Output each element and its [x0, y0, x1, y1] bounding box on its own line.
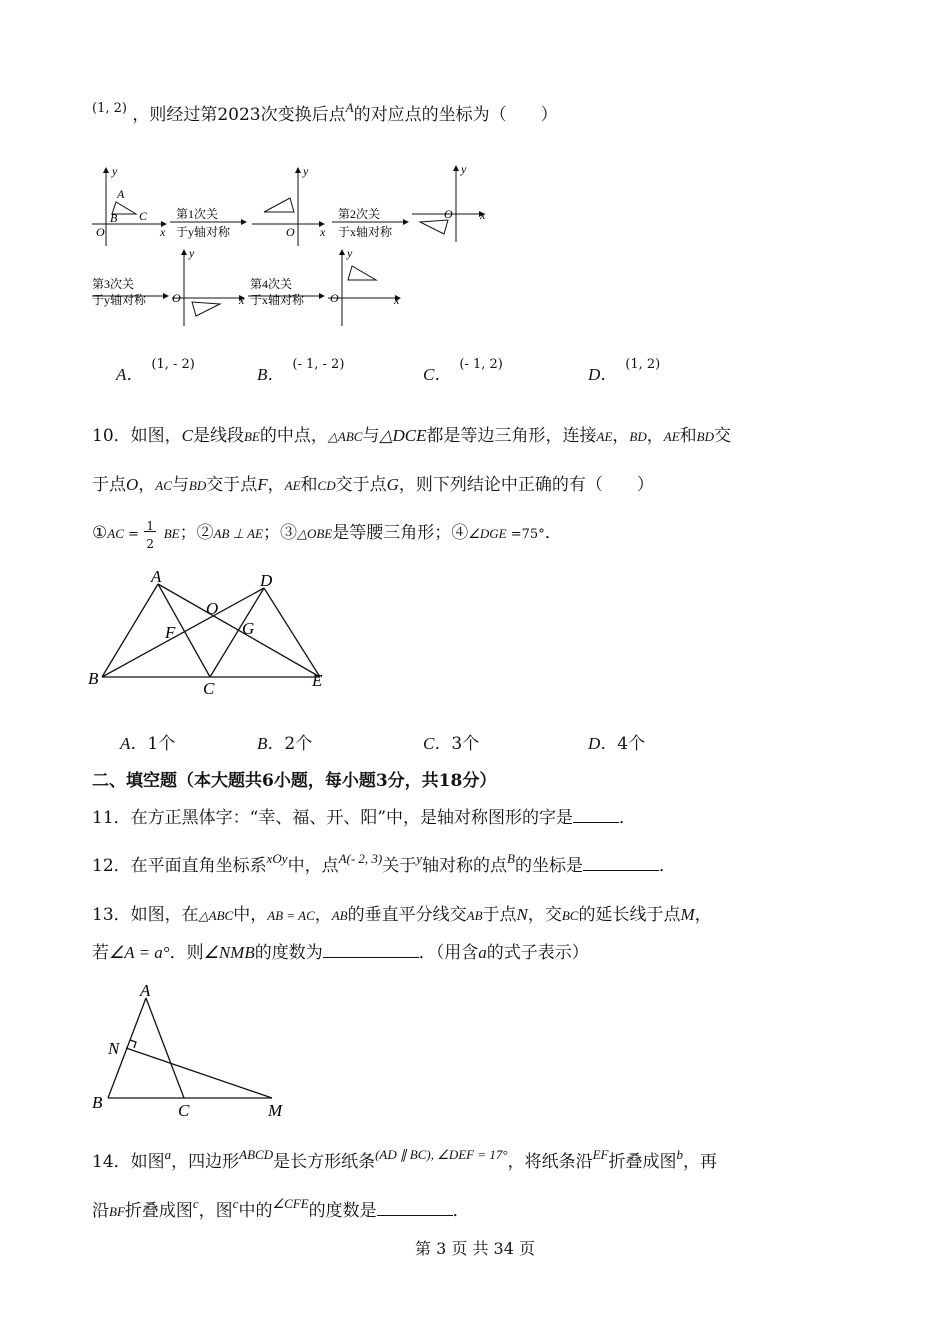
right-angle-mark — [130, 1040, 136, 1048]
svg-text:于y轴对称: 于y轴对称 — [92, 293, 147, 307]
svg-text:x: x — [160, 225, 166, 239]
svg-text:x: x — [394, 293, 400, 307]
svg-text:B: B — [110, 211, 118, 225]
q13-line2: 若∠A = a°．则∠NMB的度数为 ．（用含a的式子表示） — [92, 943, 589, 963]
svg-text:E: E — [312, 671, 323, 690]
triangle-step4 — [348, 266, 376, 280]
svg-text:x: x — [320, 225, 326, 239]
svg-text:O: O — [444, 207, 453, 221]
q10-line1: 10．如图，C是线段BE的中点，△ABC与△DCE都是等边三角形，连接AE，BD，AE和BD交 — [92, 426, 731, 446]
svg-text:C: C — [203, 679, 215, 696]
q9-transform-diagram — [88, 158, 508, 338]
svg-text:第4次关: 第4次关 — [250, 277, 293, 291]
page-footer: 第 3 页 共 34 页 — [415, 1239, 535, 1258]
svg-text:于x轴对称: 于x轴对称 — [338, 225, 393, 239]
svg-text:O: O — [330, 291, 339, 305]
svg-text:F: F — [165, 623, 176, 642]
svg-text:O: O — [96, 225, 105, 239]
svg-text:y: y — [461, 162, 467, 176]
svg-text:O: O — [172, 291, 181, 305]
svg-text:第3次关: 第3次关 — [92, 277, 135, 291]
svg-text:B: B — [88, 669, 99, 688]
svg-text:A: A — [117, 187, 125, 201]
q14-line1: 14．如图$^a$，四边形$^{ABCD}$是长方形纸条$^{(AD \parallel BC), \angle DEF = 17^\circ}$，将纸条沿$^{EF}$折叠成图$^b$，再 — [92, 1147, 717, 1172]
q10-option-d[interactable]: D．4个 — [588, 734, 646, 754]
q13-answer-blank[interactable] — [323, 941, 419, 958]
svg-text:G: G — [242, 619, 255, 638]
svg-text:y: y — [347, 246, 353, 260]
svg-text:O: O — [206, 599, 219, 618]
q13-line1: 13．如图，在△ABC中，AB = AC，AB的垂直平分线交AB于点N，交BC的延长线于点M， — [92, 905, 712, 925]
svg-text:x: x — [480, 208, 486, 222]
segment-ac — [146, 998, 184, 1098]
q14-answer-blank[interactable] — [377, 1199, 453, 1216]
svg-text:C: C — [139, 209, 148, 223]
q9-option-d[interactable]: D．$^{(1, 2)}$ — [588, 357, 661, 384]
q12: 12．在平面直角坐标系$^{xOy}$中，点$^{A(- 2, 3)}$关于$^y$轴对称的点$^B$的坐标是 ． — [92, 851, 676, 876]
q10-option-a[interactable]: A．1个 — [120, 734, 176, 754]
svg-text:M: M — [268, 1101, 283, 1118]
svg-text:N: N — [108, 1039, 120, 1058]
segment-nm — [126, 1048, 272, 1098]
segment-bd — [102, 588, 264, 677]
svg-text:D: D — [260, 571, 273, 590]
q10-option-b[interactable]: B．2个 — [257, 734, 313, 754]
triangle-step3 — [192, 302, 220, 316]
triangle-step1 — [264, 198, 294, 212]
svg-text:y: y — [189, 246, 195, 260]
q9-option-b[interactable]: B．$^{(- 1, - 2)}$ — [257, 357, 345, 384]
svg-text:第1次关: 第1次关 — [176, 207, 219, 221]
svg-text:B: B — [92, 1093, 103, 1112]
fraction-half: $\frac{1}{2}$ — [144, 522, 158, 546]
q11: 11．在方正黑体字：“幸、福、开、阳”中，是轴对称图形的字是 ． — [92, 808, 637, 828]
q9-coord: (1, 2) — [92, 101, 127, 116]
q10-option-c[interactable]: C．3个 — [423, 734, 480, 754]
q9-option-c[interactable]: C．$^{(- 1, 2)}$ — [423, 357, 503, 384]
q14-line2: 沿BF折叠成图$^c$，图$^c$中的$^{\angle CFE}$的度数是 ． — [92, 1196, 470, 1221]
svg-text:y: y — [112, 164, 118, 178]
q11-answer-blank[interactable] — [573, 806, 619, 823]
segment-ae — [158, 584, 320, 677]
q10-line2: 于点O，AC与BD交于点F，AE和CD交于点G，则下列结论中正确的有（ ） — [92, 475, 654, 495]
svg-text:第2次关: 第2次关 — [338, 207, 381, 221]
q12-answer-blank[interactable] — [583, 854, 659, 871]
q10-line3: ①AC = $\frac{1}{2}$ BE；②AB ⊥ AE；③△OBE是等腰三角形；④∠DGE =75°． — [92, 518, 562, 551]
q10-figure — [88, 566, 338, 696]
svg-text:x: x — [239, 293, 245, 307]
segment-ab — [102, 584, 158, 677]
q13-figure — [88, 978, 298, 1118]
q9-option-a[interactable]: A．$^{(1, - 2)}$ — [116, 357, 195, 384]
svg-text:于x轴对称: 于x轴对称 — [250, 293, 305, 307]
svg-text:于y轴对称: 于y轴对称 — [176, 225, 231, 239]
triangle-step2 — [420, 220, 448, 234]
segment-de — [264, 588, 320, 677]
svg-text:A: A — [140, 981, 151, 1000]
section-heading: 二、填空题（本大题共6小题，每小题3分，共18分） — [92, 771, 497, 791]
svg-text:C: C — [178, 1101, 190, 1118]
svg-text:A: A — [151, 567, 162, 586]
svg-text:O: O — [286, 225, 295, 239]
q9-stem: $^{(1, 2)}$ ，则经过第2023次变换后点$^A$的对应点的坐标为（ ） — [92, 100, 558, 125]
svg-text:y: y — [303, 164, 309, 178]
